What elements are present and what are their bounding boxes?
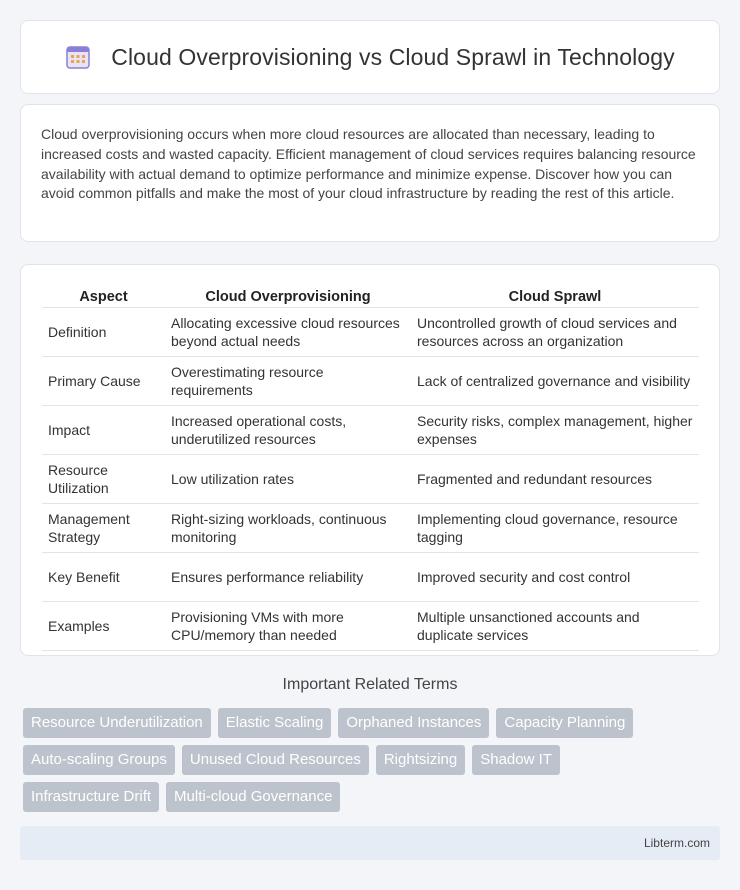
cell-aspect: Definition [42,308,165,357]
column-header-sprawl: Cloud Sprawl [411,285,699,308]
column-header-overprovisioning: Cloud Overprovisioning [165,285,411,308]
cell-sprawl: Multiple unsanctioned accounts and duplicate services [411,602,699,651]
cell-overprovisioning: Overestimating resource requirements [165,357,411,406]
cell-aspect: Examples [42,602,165,651]
cell-aspect: Resource Utilization [42,455,165,504]
column-header-aspect: Aspect [42,285,165,308]
table-header-row [42,285,699,308]
header-card [20,20,720,94]
cell-overprovisioning: Ensures performance reliability [165,553,411,602]
cell-overprovisioning: Low utilization rates [165,455,411,504]
tag-shadow-it[interactable]: Shadow IT [472,745,560,775]
tag-resource-underutilization[interactable]: Resource Underutilization [23,708,211,738]
table-row [42,504,699,553]
table-row [42,553,699,602]
cell-aspect: Key Benefit [42,553,165,602]
related-terms-list [23,708,723,819]
comparison-table [42,285,699,651]
cell-sprawl: Lack of centralized governance and visibility [411,357,699,406]
cell-overprovisioning: Provisioning VMs with more CPU/memory than needed [165,602,411,651]
related-terms-title: Important Related Terms [282,676,458,693]
tag-row [23,745,723,775]
table-row [42,602,699,651]
tag-rightsizing[interactable]: Rightsizing [376,745,465,775]
table-row [42,308,699,357]
tag-auto-scaling-groups[interactable]: Auto-scaling Groups [23,745,175,775]
cell-overprovisioning: Increased operational costs, underutilized resources [165,406,411,455]
tag-elastic-scaling[interactable]: Elastic Scaling [218,708,332,738]
tag-orphaned-instances[interactable]: Orphaned Instances [338,708,489,738]
cell-sprawl: Security risks, complex management, higher expenses [411,406,699,455]
footer [20,826,720,860]
tag-infrastructure-drift[interactable]: Infrastructure Drift [23,782,159,812]
tag-multi-cloud-governance[interactable]: Multi-cloud Governance [166,782,340,812]
table-row [42,406,699,455]
cell-aspect: Primary Cause [42,357,165,406]
tag-unused-cloud-resources[interactable]: Unused Cloud Resources [182,745,369,775]
cell-overprovisioning: Allocating excessive cloud resources beyond actual needs [165,308,411,357]
tag-capacity-planning[interactable]: Capacity Planning [496,708,633,738]
cell-aspect: Impact [42,406,165,455]
cell-aspect: Management Strategy [42,504,165,553]
cell-sprawl: Fragmented and redundant resources [411,455,699,504]
cell-sprawl: Implementing cloud governance, resource tagging [411,504,699,553]
table-row [42,357,699,406]
calendar-grid-icon [65,44,91,70]
intro-card [20,104,720,242]
intro-text: Cloud overprovisioning occurs when more cloud resources are allocated than necessary, leading to increased costs and wasted capacity. Efficient management of cloud services requires balancing resource availability with actual demand to optimize performance and minimize expense. Discover how you can avoid common pitfalls and make the most of your cloud infrastructure by reading the rest of this article. [41,126,696,202]
page-title: Cloud Overprovisioning vs Cloud Sprawl in Technology [111,43,675,70]
cell-sprawl: Uncontrolled growth of cloud services and resources across an organization [411,308,699,357]
comparison-card [20,264,720,656]
table-row [42,455,699,504]
cell-sprawl: Improved security and cost control [411,553,699,602]
tag-row [23,708,723,738]
tag-row [23,782,723,812]
cell-overprovisioning: Right-sizing workloads, continuous monitoring [165,504,411,553]
footer-site-link[interactable]: Libterm.com [643,836,710,850]
